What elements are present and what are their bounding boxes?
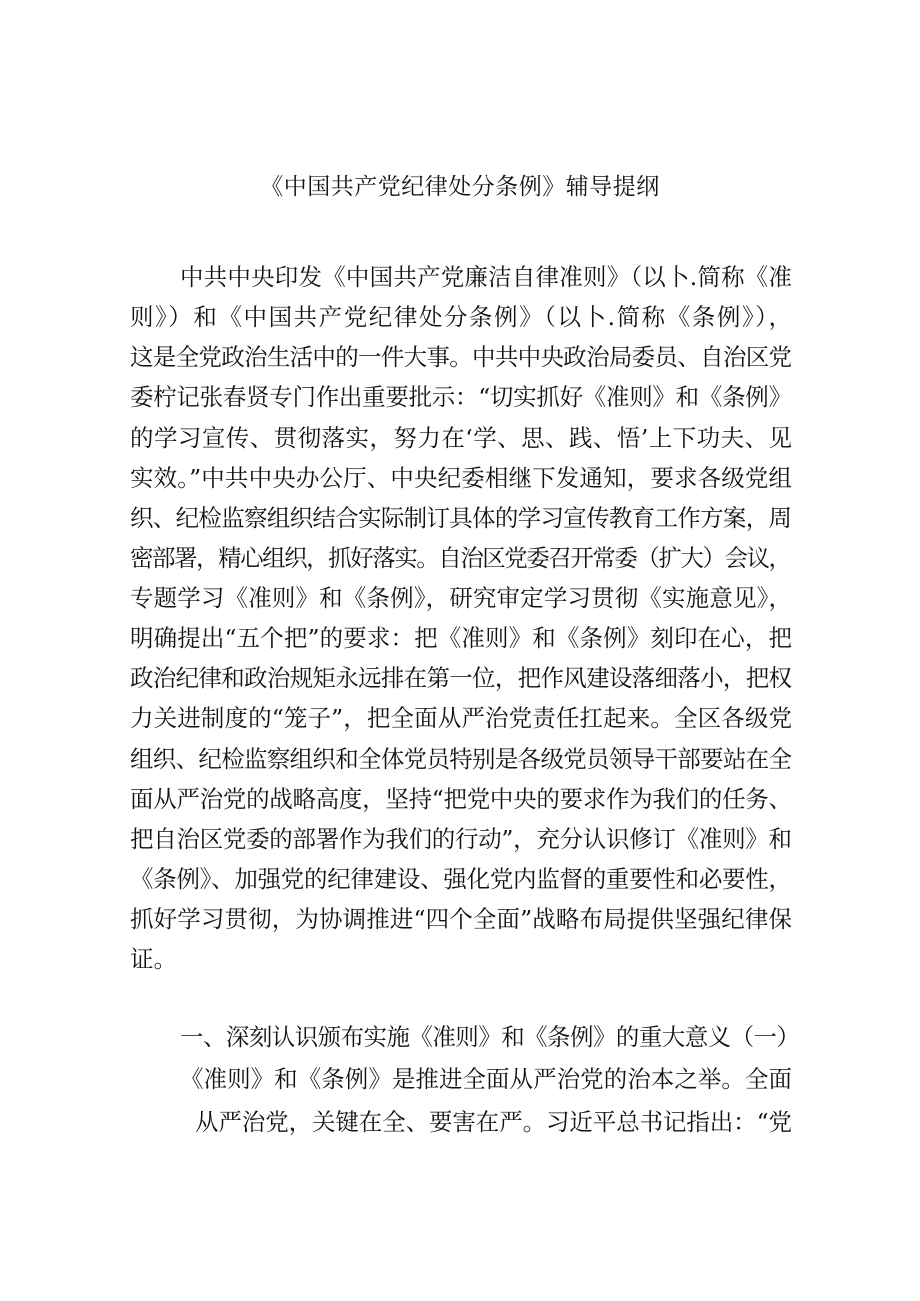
body-line: 面从严治党的战略高度，坚持“把党中央的要求作为我们的任务、	[130, 785, 792, 813]
body-line: 的学习宣传、贯彻落实，努力在‘学、思、践、悟’上下功夫、见	[130, 424, 793, 452]
body-line: 则》）和《中国共产党纪律处分条例》（以卜.简称《条例》），	[130, 303, 794, 331]
body-line: 政治纪律和政治规矩永远排在第一位，把作风建设落细落小，把权	[130, 664, 792, 692]
body-line: 把自治区党委的部署作为我们的行动”，充分认识修订《准则》和	[130, 825, 792, 853]
body-line: 从严治党，关键在全、要害在严。习近平总书记指出：“党	[195, 1108, 792, 1136]
body-line: 《条例》、加强党的纪律建设、强化党内监督的重要性和必要性，	[130, 865, 792, 893]
document-title: 《中国共产党纪律处分条例》辅导提纲	[260, 174, 660, 200]
body-line: 组织、纪检监察组织和全体党员特别是各级党员领导干部要站在全	[130, 745, 792, 773]
body-line: 密部署，精心组织，抓好落实。自治区党委召开常委（扩大）会议，	[130, 544, 791, 572]
body-line: 明确提出“五个把”的要求：把《准则》和《条例》刻印在心，把	[130, 624, 793, 652]
body-line: 织、纪检监察组织结合实际制订具体的学习宣传教育工作方案，周	[130, 504, 792, 532]
body-line: 抓好学习贯彻，为协调推进“四个全面”战略布局提供坚强纪律保	[130, 905, 793, 933]
section-heading: 一、深刻认识颁布实施《准则》和《条例》的重大意义（一）	[180, 1023, 800, 1051]
body-line: 专题学习《准则》和《条例》，研究审定学习贯彻《实施意见》，	[130, 584, 793, 612]
body-line: 证。	[130, 945, 177, 973]
body-line: 中共中央印发《中国共产党廉洁自律准则》（以卜.简称《准	[180, 263, 793, 291]
body-line: 委柠记张春贤专门作出重要批示：“切实抓好《准则》和《条例》	[130, 383, 792, 411]
body-line: 《准则》和《条例》是推进全面从严治党的治本之举。全面	[180, 1065, 793, 1093]
body-line: 实效。”中共中央办公厅、中央纪委相继下发通知，要求各级党组	[130, 464, 793, 492]
body-line: 这是全党政治生活中的一件大事。中共中央政治局委员、自治区党	[130, 343, 792, 371]
body-line: 力关进制度的“笼子”，把全面从严治党责任扛起来。全区各级党	[130, 704, 793, 732]
